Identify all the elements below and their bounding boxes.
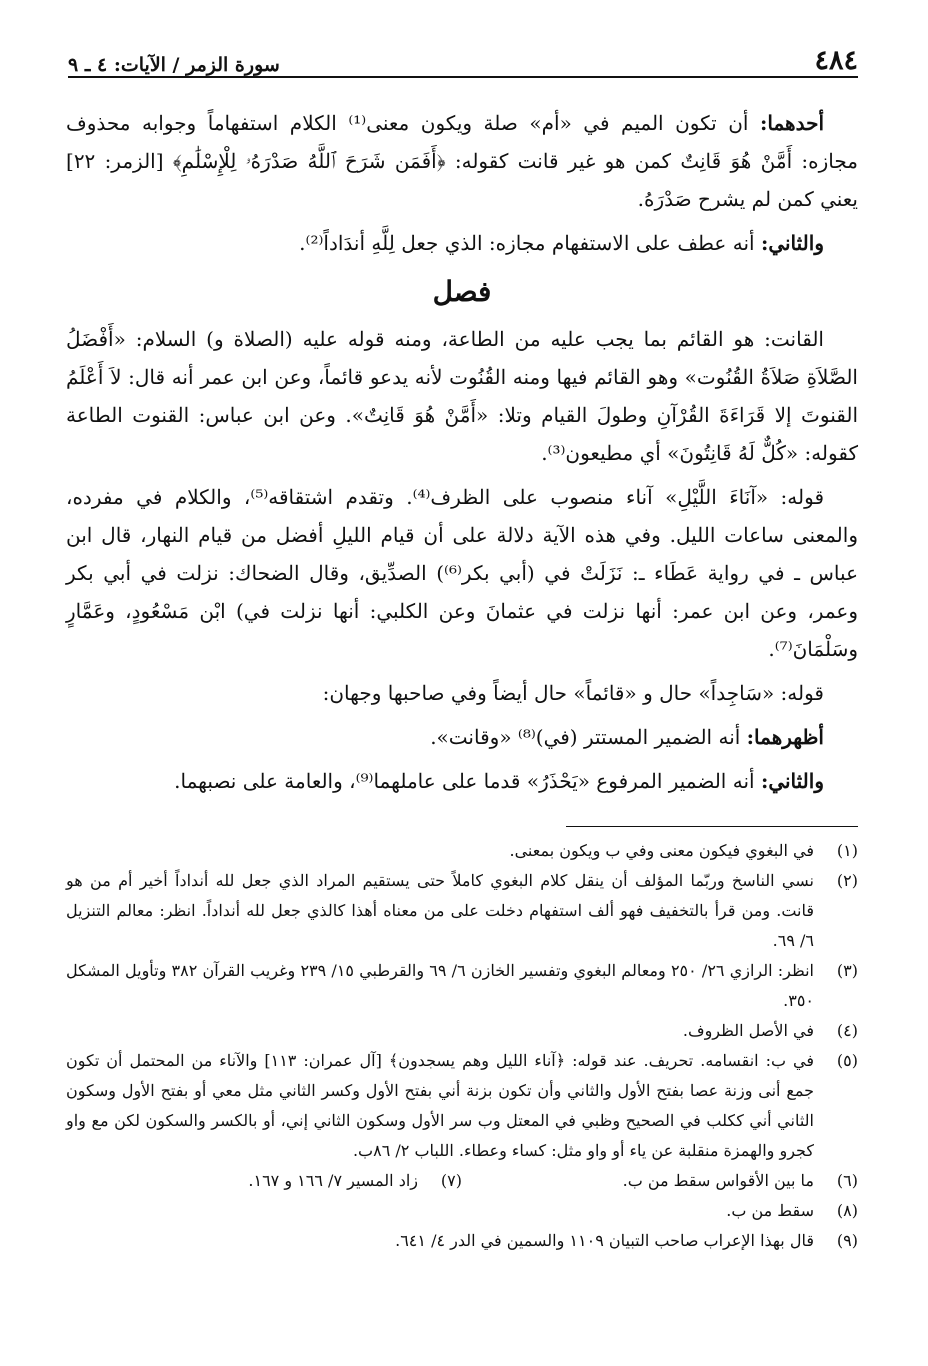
footnote-text: في ب: انقسامه. تحريف. عند قوله: ﴿آناء الليل وهم يسجدون﴾ [آل عمران: ١١٣] والآناء من المحتمل أن تكون جمع أنى وزنة عصا بفتح الأول والثاني وأن تكون بزنة أني بفتح الأول وكسر الثاني مثل معي أو بفتح الأول وسكون الثاني أني ككلب في الصحيح وظبي في المعتل وب سر الأول وسكون الثاني إني، أو بالكسر والسكون لكن مع واو كجرو والهمزة منقلبة عن ياء أو واو مثل: كساء وعطاء. اللباب ٢/ ٨٦ب. xyxy=(66,1051,814,1160)
footnote-number: (٥) xyxy=(836,1051,858,1070)
page-header xyxy=(68,36,858,76)
page-number: ٤٨٤ xyxy=(814,45,858,76)
footnote-number: (٨) xyxy=(836,1201,858,1220)
footnote xyxy=(66,1016,858,1046)
paragraph-sajidan: قوله: «سَاجِداً» حال و «قائماً» حال أيضاً وفي صاحبها وجهان: xyxy=(322,681,824,705)
footnote-divider xyxy=(566,826,858,827)
footnote-number: (٢) xyxy=(836,871,858,890)
footnote xyxy=(66,1046,858,1166)
footnote-number: (٣) xyxy=(836,961,858,980)
footnote xyxy=(66,1226,858,1256)
running-title: سورة الزمر / الآيات: ٤ ـ ٩ xyxy=(68,54,280,76)
paragraph-qanit: القانت: هو القائم بما يجب عليه من الطاعة، ومنه قوله عليه (الصلاة و) السلام: «أَفْضَلُ الصَّلاَةِ صَلاَةُ القُنُوت» وهو القائم فيها ومنه القُنُوت لأنه يدعو قائماً، وعن ابن عمر أنه قال: لاَ أَعْلَمُ القنوتَ إلا قَرَاءَةَ القُرْآنِ وطولَ القيام وتلا: «أَمَّنْ هُوَ قَانِتٌ». وعن ابن عباس: القنوت الطاعة كقوله: «كُلٌّ لَهُ قَانِتُونَ» أي مطيعون⁽³⁾. xyxy=(66,327,858,465)
lead-term: أظهرهما: xyxy=(746,725,824,749)
footnote-text: قال بهذا الإعراب صاحب التبيان ١١٠٩ والسمين في الدر ٤/ ٦٤١. xyxy=(395,1231,814,1250)
footnote-number: (٩) xyxy=(836,1231,858,1250)
footnote xyxy=(66,866,858,956)
footnote-number: (٤) xyxy=(836,1021,858,1040)
footnote-text: في الأصل الظروف. xyxy=(682,1021,814,1040)
footnote-text: سقط من ب. xyxy=(726,1201,814,1220)
footnote-row xyxy=(66,1166,858,1196)
footnote-text: زاد المسير ٧/ ١٦٦ و ١٦٧. xyxy=(248,1171,418,1190)
lead-term: والثاني: xyxy=(760,769,824,793)
footnote-text: نسي الناسخ وربّما المؤلف أن ينقل كلام البغوي كاملاً حتى يستقيم المراد الذي جعل لله أنداداً أخير أم من هو قانت. ومن قرأ بالتخفيف فهو ألف استفهام دخلت على من معناه أهذا كالذي جعل لله أنداداً. انظر: معالم التنزيل ٦/ ٦٩. xyxy=(66,871,815,950)
paragraph-most-apparent xyxy=(66,718,858,756)
header-rule xyxy=(68,76,858,78)
section-heading: فصل xyxy=(432,275,492,308)
paragraph-text: أنه عطف على الاستفهام مجازه: الذي جعل لِلَّهِ أندَاداً⁽²⁾. xyxy=(299,231,755,255)
footnote xyxy=(66,836,858,866)
paragraph-text: أن تكون الميم في «أم» صلة ويكون معنى⁽¹⁾ الكلام استفهاماً وجوابه محذوف مجازه: أَمَّنْ هُوَ قَانِتٌ كمن هو غير قانت كقوله: ﴿أَفَمَن شَرَحَ ٱللَّهُ صَدْرَهُۥ لِلْإِسْلَٰمِ﴾ [الزمر: ٢٢] يعني كمن لم يشرح صَدْرَهُ. xyxy=(66,111,858,211)
lead-term: أحدهما: xyxy=(760,111,825,135)
footnote-text: انظر: الرازي ٢٦/ ٢٥٠ ومعالم البغوي وتفسير الخازن ٦/ ٦٩ والقرطبي ١٥/ ٢٣٩ وغريب القرآن ٣٨٢ وتأويل المشكل ٣٥٠. xyxy=(66,961,814,1010)
paragraph-text: أنه الضمير المستتر (في)⁽⁸⁾ «وقانت». xyxy=(430,725,741,749)
paragraph-second-aspect xyxy=(66,762,858,800)
footnote xyxy=(66,1166,462,1196)
footnote-text: ما بين الأقواس سقط من ب. xyxy=(622,1171,814,1190)
paragraph-first-view xyxy=(66,104,858,218)
footnote-text: في البغوي فيكون معنى وفي ب ويكون بمعنى. xyxy=(509,841,814,860)
footnote-number: (١) xyxy=(836,841,858,860)
paragraph-anaa-al-layl: قوله: «آنَاءَ اللَّيْلِ» آناء منصوب على الظرف⁽⁴⁾. وتقدم اشتقاقه⁽⁵⁾، والكلام في مفرده، والمعنى ساعات الليل. وفي هذه الآية دلالة على أن قيام الليلِ أفضل من قيام النهار، قال ابن عباس ـ في رواية عَطَاء ـ: نَزَلَتْ في (أبي بكر⁽⁶⁾) الصدِّيق، وقال الضحاك: نزلت في أبي بكر وعمر، وعن ابن عمر: أنها نزلت في عثمانَ وعن الكلبي: أنها نزلت في) ابْن مَسْعُودٍ، وعَمَّارٍ وسَلْمَانَ⁽⁷⁾. xyxy=(66,485,858,661)
footnote-number: (٦) xyxy=(836,1171,858,1190)
footnote xyxy=(66,956,858,1016)
lead-term: والثاني: xyxy=(760,231,824,255)
footnote xyxy=(462,1166,858,1196)
footnote-number: (٧) xyxy=(440,1171,462,1190)
paragraph-second-view xyxy=(66,224,858,262)
footnote xyxy=(66,1196,858,1226)
footnotes xyxy=(66,836,858,1256)
main-text xyxy=(66,104,858,806)
paragraph-text: أنه الضمير المرفوع «يَحْذَرُ» قدما على عاملهما⁽⁹⁾، والعامة على نصبهما. xyxy=(174,769,755,793)
